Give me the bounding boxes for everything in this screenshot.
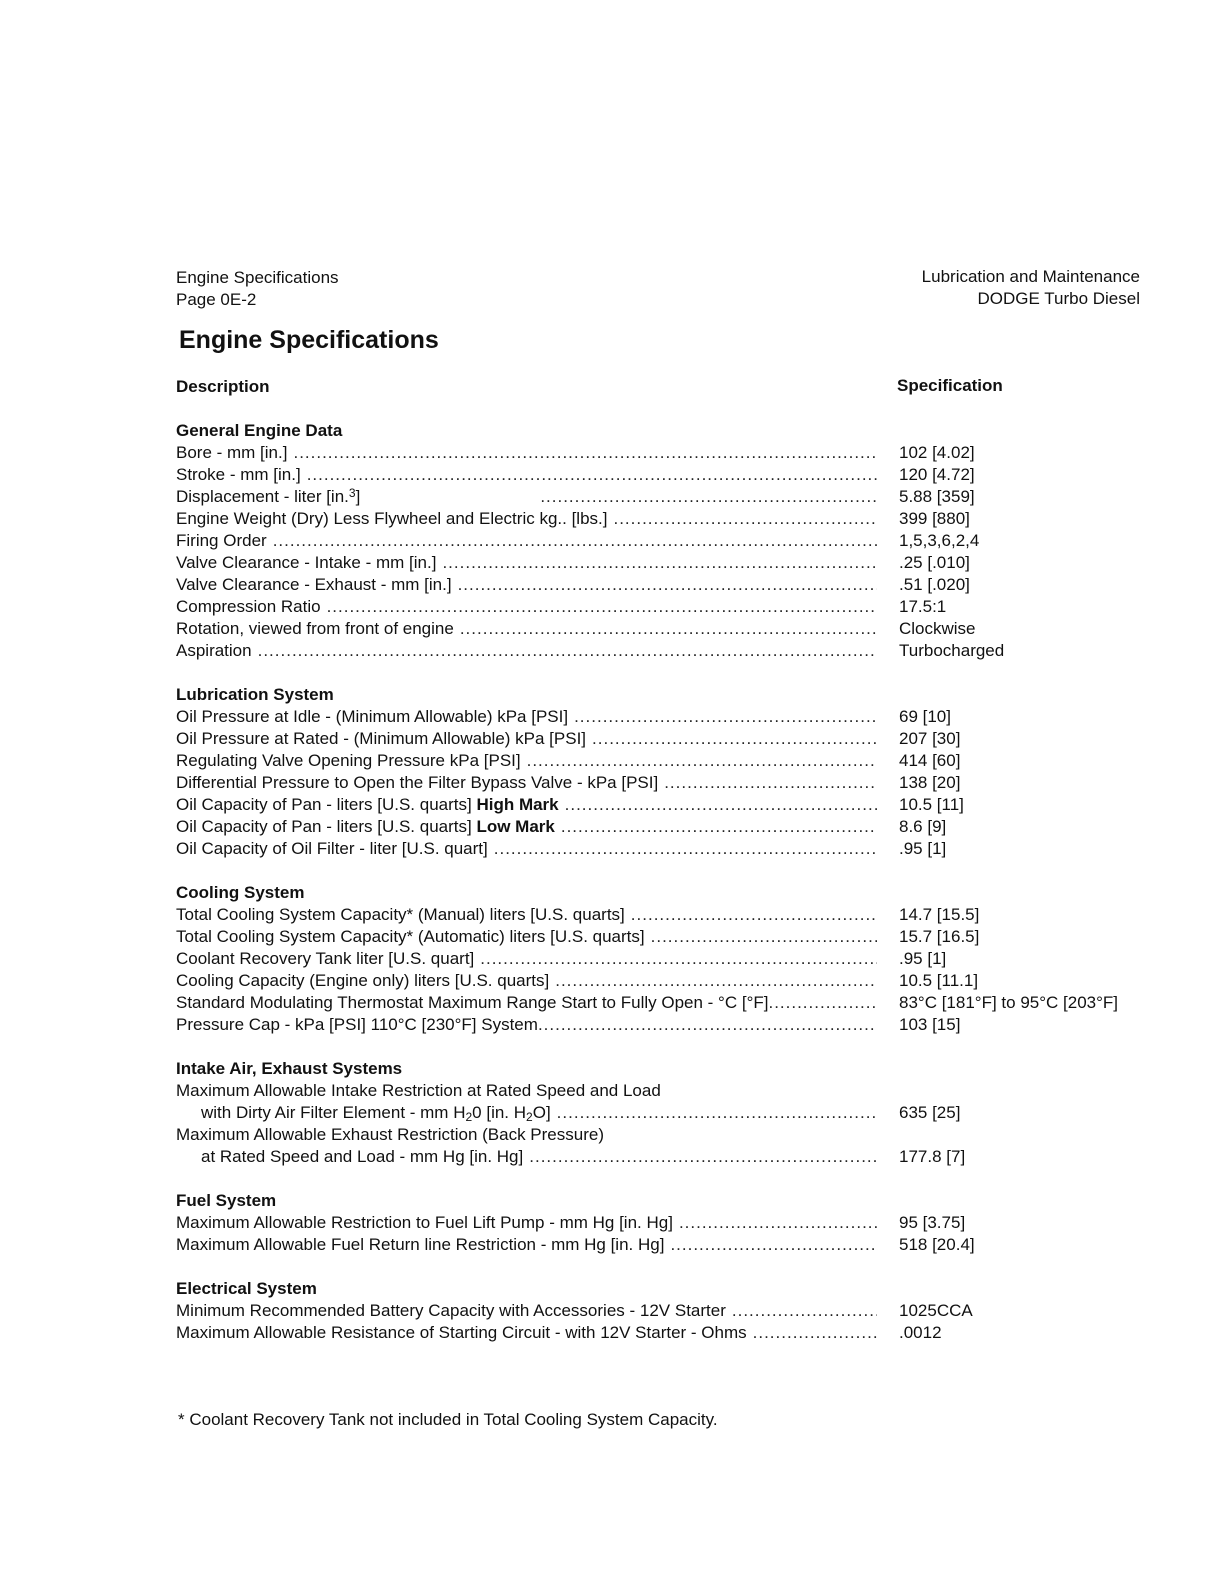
spec-value: 102 [4.02] (899, 443, 975, 462)
section-title: Intake Air, Exhaust Systems (176, 1059, 403, 1078)
dot-leader (732, 1300, 877, 1322)
spec-row (176, 618, 1156, 640)
spec-value-empty (883, 1080, 1156, 1102)
spec-label: Aspiration (176, 641, 252, 660)
spec-value: 518 [20.4] (899, 1235, 975, 1254)
spec-label: Maximum Allowable Resistance of Starting Circuit - with 12V Starter - Ohms (176, 1323, 747, 1342)
section-intake-exhaust (176, 1058, 1156, 1168)
spec-label: Stroke - mm [in.] (176, 465, 301, 484)
dot-leader (610, 1124, 877, 1146)
dot-leader (574, 706, 877, 728)
dot-leader (527, 750, 877, 772)
spec-label-text: O] (532, 1103, 551, 1122)
spec-value-empty (883, 1124, 1156, 1146)
spec-label: Compression Ratio (176, 597, 321, 616)
spec-row (176, 508, 1156, 530)
footnote: * Coolant Recovery Tank not included in Total Cooling System Capacity. (178, 1410, 718, 1429)
section-electrical-system (176, 1278, 1156, 1344)
spec-label: Maximum Allowable Fuel Return line Restriction - mm Hg [in. Hg] (176, 1235, 665, 1254)
dot-leader (442, 552, 877, 574)
spec-value: 399 [880] (899, 509, 970, 528)
spec-value: 83°C [181°F] to 95°C [203°F] (899, 993, 1119, 1012)
spec-row (176, 1102, 1156, 1124)
spec-value: 635 [25] (899, 1103, 961, 1122)
spec-value: 5.88 [359] (899, 487, 975, 506)
spec-label: Oil Pressure at Rated - (Minimum Allowable) kPa [PSI] (176, 729, 587, 748)
spec-label-text: Oil Capacity of Pan - liters [U.S. quarts] (176, 795, 477, 814)
section-lubrication-system (176, 684, 1156, 860)
column-header-specification: Specification (897, 376, 1003, 395)
spec-row (176, 728, 1156, 750)
spec-row (176, 816, 1156, 838)
dot-leader (613, 508, 877, 530)
spec-row (176, 1080, 1156, 1102)
dot-leader (307, 464, 877, 486)
spec-label: Oil Pressure at Idle - (Minimum Allowable) kPa [PSI] (176, 707, 569, 726)
spec-label: Valve Clearance - Intake - mm [in.] (176, 553, 437, 572)
dot-leader (293, 442, 877, 464)
spec-value: .0012 (899, 1323, 942, 1342)
section-title: Cooling System (176, 883, 305, 902)
spec-value: Turbocharged (899, 641, 1005, 660)
spec-row (176, 926, 1156, 948)
spec-value: 14.7 [15.5] (899, 905, 980, 924)
spec-label: Minimum Recommended Battery Capacity with Accessories - 12V Starter (176, 1301, 726, 1320)
dot-leader (561, 816, 877, 838)
spec-label (176, 816, 555, 838)
spec-label (176, 1102, 551, 1124)
dot-leader (327, 596, 877, 618)
spec-row (176, 772, 1156, 794)
dot-leader (557, 1102, 877, 1124)
spec-value: 95 [3.75] (899, 1213, 966, 1232)
dot-leader (458, 574, 877, 596)
spec-row (176, 1146, 1156, 1168)
spec-row (176, 596, 1156, 618)
spec-row (176, 552, 1156, 574)
spec-label: Total Cooling System Capacity* (Manual) liters [U.S. quarts] (176, 905, 625, 924)
header-right (922, 266, 1140, 310)
spec-value: 120 [4.72] (899, 465, 975, 484)
dot-leader (273, 530, 877, 552)
spec-row (176, 1212, 1156, 1234)
dot-leader (565, 794, 877, 816)
spec-label-text: Displacement - liter [in. (176, 487, 349, 506)
dot-leader (460, 618, 877, 640)
spec-label (176, 486, 360, 508)
header-left (176, 267, 339, 311)
spec-value: .95 [1] (899, 949, 947, 968)
spec-label: Maximum Allowable Exhaust Restriction (Back Pressure) (176, 1125, 604, 1144)
spec-label: Engine Weight (Dry) Less Flywheel and Electric kg.. [lbs.] (176, 509, 608, 528)
dot-leader (679, 1212, 877, 1234)
spec-value: 207 [30] (899, 729, 961, 748)
spec-label: Cooling Capacity (Engine only) liters [U.S. quarts] (176, 971, 550, 990)
spec-label: Valve Clearance - Exhaust - mm [in.] (176, 575, 452, 594)
spec-label: Maximum Allowable Restriction to Fuel Lift Pump - mm Hg [in. Hg] (176, 1213, 673, 1232)
spec-label: Differential Pressure to Open the Filter Bypass Valve - kPa [PSI] (176, 773, 659, 792)
spec-value: 103 [15] (899, 1015, 961, 1034)
spec-label: Pressure Cap - kPa [PSI] 110°C [230°F] System (176, 1015, 538, 1034)
dot-leader (753, 1322, 877, 1344)
dot-leader (529, 1146, 877, 1168)
spec-label-text: with Dirty Air Filter Element - mm H (201, 1103, 466, 1122)
spec-value: 177.8 [7] (899, 1147, 966, 1166)
spec-row (176, 574, 1156, 596)
spec-value: .95 [1] (899, 839, 947, 858)
dot-leader (651, 926, 877, 948)
section-general-engine-data (176, 420, 1156, 662)
dot-leader (670, 1234, 877, 1256)
dot-leader (480, 948, 877, 970)
spec-label-text: Oil Capacity of Pan - liters [U.S. quarts] (176, 817, 477, 836)
spec-value: .51 [.020] (899, 575, 970, 594)
dot-leader (555, 970, 877, 992)
section-fuel-system (176, 1190, 1156, 1256)
spec-row (176, 640, 1156, 662)
spec-value: 138 [20] (899, 773, 961, 792)
spec-label: Firing Order (176, 531, 267, 550)
spec-label-text: 0 [in. H (472, 1103, 527, 1122)
spec-value: 8.6 [9] (899, 817, 947, 836)
spec-label-emphasis: Low Mark (476, 817, 555, 836)
dot-leader (631, 904, 877, 926)
spec-label: Bore - mm [in.] (176, 443, 288, 462)
spec-label-subscript: 2 (526, 1110, 533, 1124)
spec-row (176, 794, 1156, 816)
spec-row (176, 838, 1156, 860)
spec-label-emphasis: High Mark (476, 795, 559, 814)
spec-row (176, 486, 1156, 508)
spec-label: Coolant Recovery Tank liter [U.S. quart] (176, 949, 475, 968)
section-cooling-system (176, 882, 1156, 1036)
spec-row (176, 1124, 1156, 1146)
spec-value: 15.7 [16.5] (899, 927, 980, 946)
spec-row (176, 750, 1156, 772)
dot-leader (664, 772, 877, 794)
header-vehicle: DODGE Turbo Diesel (977, 289, 1140, 308)
spec-row (176, 464, 1156, 486)
dot-leader (592, 728, 877, 750)
spec-label-superscript: 3 (348, 486, 356, 500)
spec-row (176, 706, 1156, 728)
dot-leader (538, 1014, 877, 1036)
spec-row (176, 970, 1156, 992)
spec-value: 17.5:1 (899, 597, 947, 616)
dot-leader (667, 1080, 877, 1102)
dot-leader (768, 992, 877, 1014)
spec-label-text-end: ] (355, 487, 361, 506)
spec-row (176, 948, 1156, 970)
spec-value: 69 [10] (899, 707, 951, 726)
page-title: Engine Specifications (179, 326, 439, 354)
dot-leader (494, 838, 877, 860)
spec-row (176, 442, 1156, 464)
spec-label: Oil Capacity of Oil Filter - liter [U.S. quart] (176, 839, 488, 858)
spec-label: at Rated Speed and Load - mm Hg [in. Hg] (201, 1147, 524, 1166)
spec-row (176, 992, 1156, 1014)
section-title: General Engine Data (176, 421, 343, 440)
dot-leader (258, 640, 877, 662)
spec-label-subscript: 2 (465, 1110, 473, 1124)
spec-label: Rotation, viewed from front of engine (176, 619, 454, 638)
spec-value: 10.5 [11.1] (899, 971, 979, 990)
spec-row (176, 904, 1156, 926)
spec-value: 414 [60] (899, 751, 961, 770)
header-manual-title: Lubrication and Maintenance (921, 267, 1140, 286)
spec-value: 1025CCA (899, 1301, 973, 1320)
section-title: Electrical System (176, 1279, 317, 1298)
spec-sections (176, 420, 1156, 1366)
dot-leader (540, 486, 877, 508)
spec-value: .25 [.010] (899, 553, 970, 572)
spec-row (176, 1014, 1156, 1036)
spec-value: Clockwise (899, 619, 976, 638)
spec-row (176, 530, 1156, 552)
spec-label (176, 794, 559, 816)
column-header-description: Description (176, 377, 270, 396)
header-doc-title: Engine Specifications (176, 268, 339, 287)
spec-row (176, 1234, 1156, 1256)
spec-label: Total Cooling System Capacity* (Automatic) liters [U.S. quarts] (176, 927, 645, 946)
spec-row (176, 1300, 1156, 1322)
spec-value: 10.5 [11] (899, 795, 964, 814)
section-title: Lubrication System (176, 685, 334, 704)
spec-label: Regulating Valve Opening Pressure kPa [PSI] (176, 751, 521, 770)
spec-row (176, 1322, 1156, 1344)
header-page-number: Page 0E-2 (176, 290, 257, 309)
spec-value: 1,5,3,6,2,4 (899, 531, 980, 550)
spec-label: Maximum Allowable Intake Restriction at Rated Speed and Load (176, 1081, 661, 1100)
section-title: Fuel System (176, 1191, 277, 1210)
spec-label: Standard Modulating Thermostat Maximum Range Start to Fully Open - °C [°F] (176, 993, 769, 1012)
